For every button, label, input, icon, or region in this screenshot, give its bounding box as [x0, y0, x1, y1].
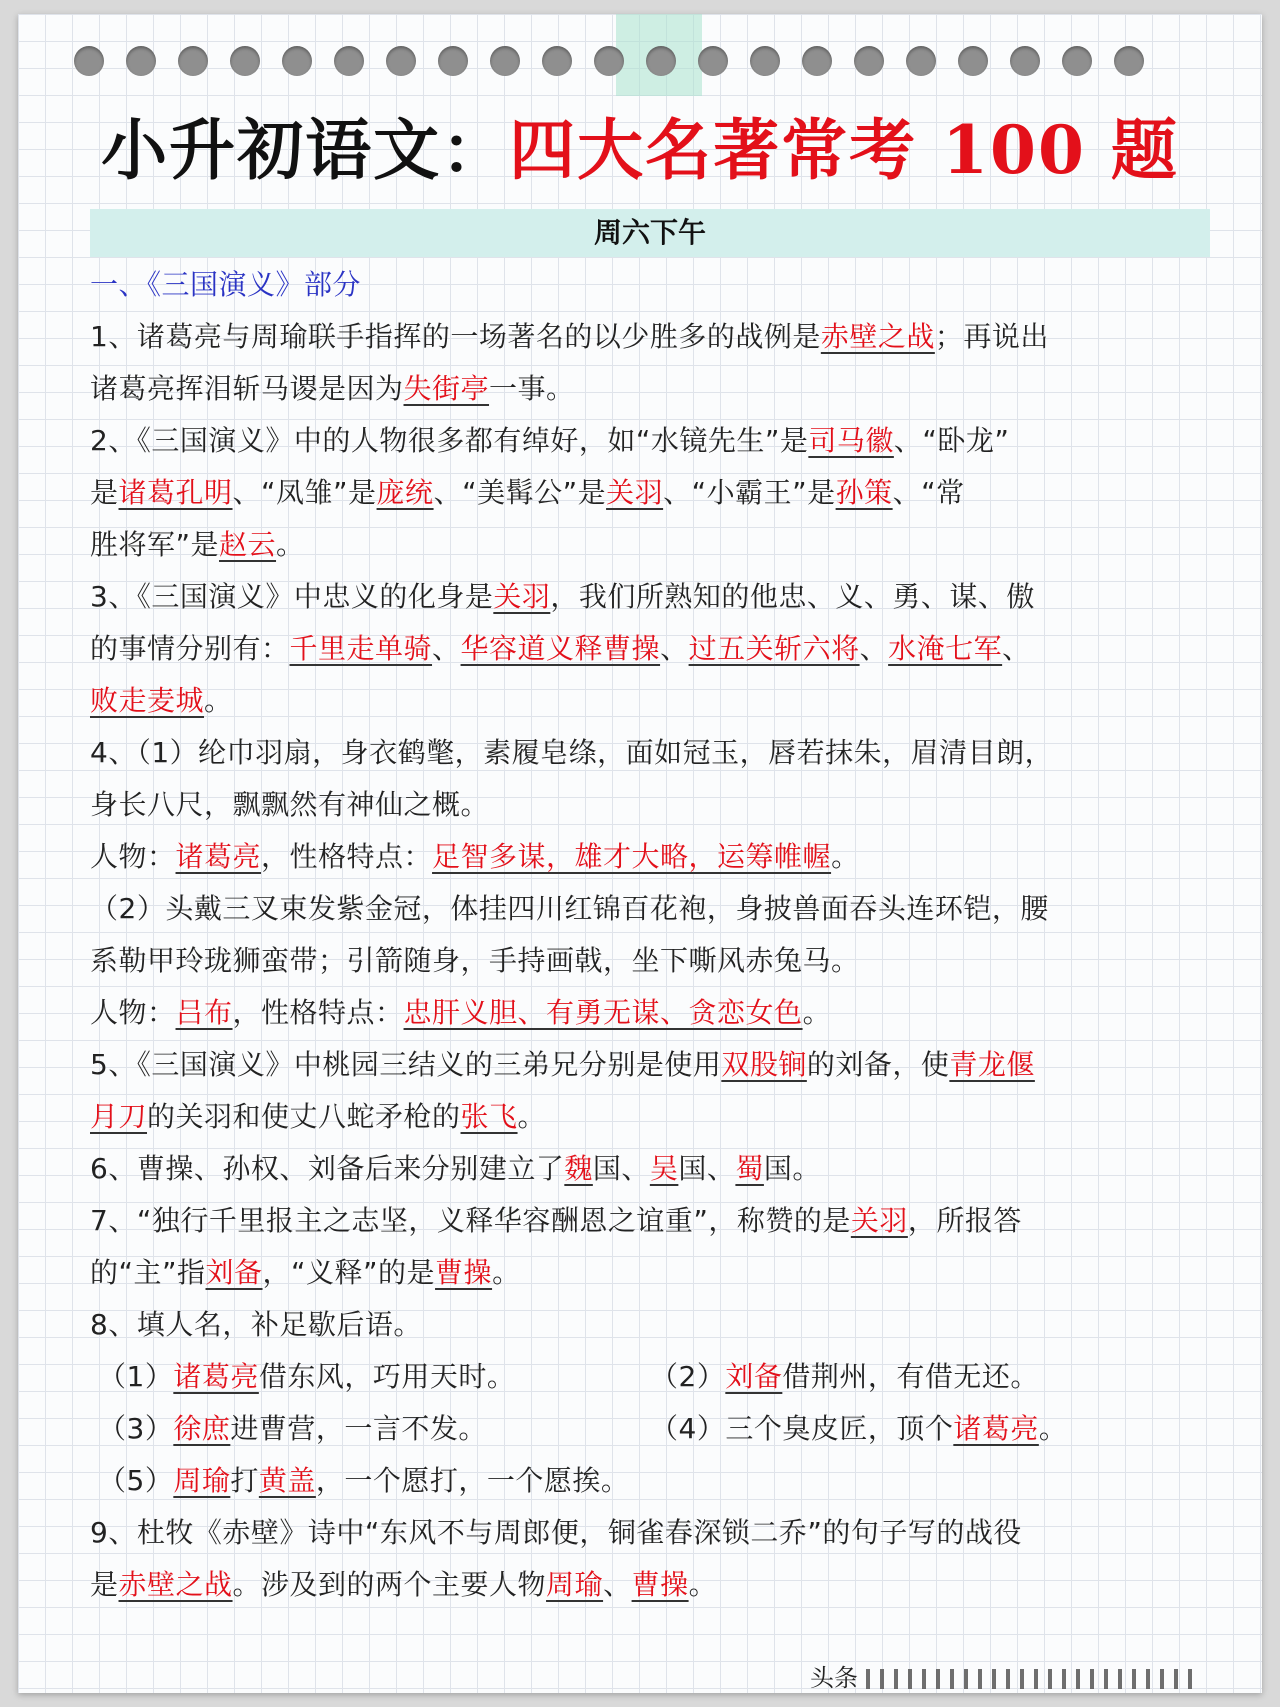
question-4-line-1: 4、（1）纶巾羽扇，身衣鹤氅，素履皂绦，面如冠玉，唇若抹朱，眉清目朗， — [90, 736, 1054, 769]
text: （5） — [98, 1464, 174, 1497]
text: 是 — [90, 1568, 119, 1601]
text: 国、 — [678, 1152, 736, 1185]
text: 。涉及到的两个主要人物 — [232, 1568, 547, 1601]
text: 。 — [802, 996, 832, 1029]
text: 、 — [603, 1568, 632, 1601]
text: 、“卧龙” — [893, 424, 1010, 457]
answer: 刘备 — [725, 1360, 783, 1393]
text: 打 — [230, 1464, 259, 1497]
binding-hole — [1062, 46, 1092, 76]
text: 。 — [276, 528, 305, 561]
answer: 曹操 — [631, 1568, 689, 1601]
text: 、 — [1002, 632, 1031, 665]
text: 是 — [90, 476, 119, 509]
watermark — [810, 1664, 1230, 1692]
text: 胜将军”是 — [90, 528, 220, 561]
text: 1、诸葛亮与周瑜联手指挥的一场著名的以少胜多的战例是 — [90, 320, 821, 353]
question-8-row-2 — [90, 1403, 1220, 1455]
question-7-line-1 — [90, 1195, 1220, 1247]
binding-hole — [594, 46, 624, 76]
text: 进曹营，一言不发。 — [230, 1412, 487, 1445]
text: 。 — [517, 1100, 547, 1133]
question-7-line-2 — [90, 1247, 1220, 1299]
text: ，所报答 — [907, 1204, 1022, 1237]
answer: 水淹七军 — [888, 632, 1003, 665]
answer: 双股锏 — [721, 1048, 807, 1081]
text: 。 — [492, 1256, 521, 1289]
answer: 关羽 — [606, 476, 664, 509]
question-list — [90, 259, 1220, 1611]
answer: 黄盖 — [258, 1464, 316, 1497]
answer: 华容道义释曹操 — [460, 632, 661, 665]
question-4-line-6 — [90, 987, 1220, 1039]
text: 诸葛亮挥泪斩马谡是因为 — [90, 372, 404, 405]
title-main: 四大名著常考 100 题 — [509, 111, 1179, 189]
text: 的刘备，使 — [806, 1048, 950, 1081]
question-6 — [90, 1143, 1220, 1195]
binding-hole — [386, 46, 416, 76]
question-4-line-4: （2）头戴三叉束发紫金冠，体挂四川红锦百花袍，身披兽面吞头连环铠，腰 — [90, 892, 1049, 925]
binding-hole — [542, 46, 572, 76]
binding-hole — [646, 46, 676, 76]
binding-hole — [490, 46, 520, 76]
question-4-line-2: 身长八尺，飘飘然有神仙之概。 — [90, 788, 490, 821]
question-8-row-3 — [90, 1455, 1220, 1507]
answer: 千里走单骑 — [289, 632, 433, 665]
answer: 诸葛亮 — [953, 1412, 1039, 1445]
answer: 失街亭 — [403, 372, 490, 405]
text: 、“常 — [892, 476, 965, 509]
answer: 诸葛亮 — [175, 840, 262, 873]
text: 、 — [859, 632, 889, 665]
text: ；再说出 — [934, 320, 1049, 353]
binding-hole — [750, 46, 780, 76]
binding-hole — [1010, 46, 1040, 76]
answer: 徐庶 — [173, 1412, 231, 1445]
session-banner: 周六下午 — [90, 209, 1210, 257]
question-5-line-1 — [90, 1039, 1220, 1091]
answer: 周瑜 — [173, 1464, 231, 1497]
text: 、 — [660, 632, 689, 665]
text: 6、曹操、孙权、刘备后来分别建立了 — [90, 1152, 565, 1185]
binding-hole — [906, 46, 936, 76]
question-8-heading: 8、填人名，补足歇后语。 — [90, 1308, 422, 1341]
binding-hole — [230, 46, 260, 76]
question-9-line-2 — [90, 1559, 1220, 1611]
text: ，性格特点： — [232, 996, 404, 1029]
binding-hole — [178, 46, 208, 76]
question-2-line-3 — [90, 519, 1220, 571]
answer: 忠肝义胆、有勇无谋、贪恋女色 — [403, 996, 803, 1029]
question-2-line-1 — [90, 415, 1220, 467]
text: 人物： — [90, 996, 176, 1029]
answer: 刘备 — [205, 1256, 263, 1289]
question-5-line-2 — [90, 1091, 1220, 1143]
binding-hole — [1114, 46, 1144, 76]
answer: 张飞 — [460, 1100, 518, 1133]
title-prefix: 小升初语文： — [101, 111, 510, 189]
answer: 吕布 — [175, 996, 233, 1029]
text: 人物： — [90, 840, 176, 873]
answer: 关羽 — [493, 580, 551, 613]
question-8-item-2 — [650, 1351, 1039, 1403]
answer: 诸葛孔明 — [118, 476, 233, 509]
binding-hole — [438, 46, 468, 76]
text: 、“凤雏”是 — [232, 476, 377, 509]
answer: 魏 — [564, 1152, 593, 1185]
answer: 赤壁之战 — [118, 1568, 233, 1601]
text: ，一个愿打，一个愿挨。 — [315, 1464, 630, 1497]
question-4-line-3 — [90, 831, 1220, 883]
text: 的事情分别有： — [90, 632, 290, 665]
text: （3） — [98, 1412, 174, 1445]
binding-hole — [74, 46, 104, 76]
notebook-paper — [18, 14, 1262, 1693]
answer: 赵云 — [219, 528, 277, 561]
text: 国、 — [592, 1152, 650, 1185]
text: 3、《三国演义》中忠义的化身是 — [90, 580, 494, 613]
text: 5、《三国演义》中桃园三结义的三弟兄分别是使用 — [90, 1048, 722, 1081]
binding-hole — [282, 46, 312, 76]
answer: 过五关斩六将 — [688, 632, 860, 665]
answer: 司马徽 — [808, 424, 894, 457]
section-heading: 一、《三国演义》部分 — [90, 268, 362, 301]
question-8-row-1 — [90, 1351, 1220, 1403]
text: （4）三个臭皮匠，顶个 — [650, 1412, 954, 1445]
page-title — [18, 102, 1262, 198]
binding-hole — [698, 46, 728, 76]
text: 2、《三国演义》中的人物很多都有绰好，如“水镜先生”是 — [90, 424, 809, 457]
question-3-line-2 — [90, 623, 1220, 675]
binding-holes — [74, 46, 1244, 78]
question-1-line-2 — [90, 363, 1220, 415]
text: 一事。 — [489, 372, 575, 405]
question-8-item-4 — [650, 1403, 1067, 1455]
text: 国。 — [763, 1152, 821, 1185]
answer: 败走麦城 — [90, 684, 205, 717]
answer: 赤壁之战 — [820, 320, 935, 353]
answer: 足智多谋，雄才大略，运筹帷幄 — [432, 840, 832, 873]
answer: 庞统 — [376, 476, 434, 509]
question-3-line-3 — [90, 675, 1220, 727]
text: 。 — [831, 840, 860, 873]
question-4-line-5: 系勒甲玲珑狮蛮带；引箭随身，手持画戟，坐下嘶风赤兔马。 — [90, 944, 860, 977]
binding-hole — [126, 46, 156, 76]
question-9-line-1: 9、杜牧《赤壁》诗中“东风不与周郎便，铜雀春深锁二乔”的句子写的战役 — [90, 1516, 1022, 1549]
question-3-line-1 — [90, 571, 1220, 623]
watermark-bars — [866, 1669, 1196, 1689]
question-1-line-1 — [90, 311, 1220, 363]
text: ，我们所熟知的他忠、义、勇、谋、傲 — [550, 580, 1035, 613]
answer: 吴 — [649, 1152, 679, 1185]
binding-hole — [802, 46, 832, 76]
question-2-line-2 — [90, 467, 1220, 519]
binding-hole — [958, 46, 988, 76]
answer: 月刀 — [90, 1100, 148, 1133]
text: ，性格特点： — [261, 840, 433, 873]
answer: 蜀 — [735, 1152, 764, 1185]
answer: 周瑜 — [546, 1568, 604, 1601]
text: 的关羽和使丈八蛇矛枪的 — [147, 1100, 461, 1133]
binding-hole — [854, 46, 884, 76]
text: ，“义释”的是 — [262, 1256, 436, 1289]
text: 借荆州，有借无还。 — [782, 1360, 1039, 1393]
text: （1） — [98, 1360, 174, 1393]
text: 的“主”指 — [90, 1256, 206, 1289]
text: 。 — [204, 684, 233, 717]
binding-hole — [334, 46, 364, 76]
text: 7、“独行千里报主之志坚，义释华容酬恩之谊重”，称赞的是 — [90, 1204, 851, 1237]
answer: 诸葛亮 — [173, 1360, 259, 1393]
text: 、“小霸王”是 — [663, 476, 836, 509]
answer: 孙策 — [835, 476, 893, 509]
text: 、“美髯公”是 — [433, 476, 607, 509]
text: 借东风，巧用天时。 — [258, 1360, 516, 1393]
text: （2） — [650, 1360, 726, 1393]
text: 。 — [1038, 1412, 1068, 1445]
answer: 青龙偃 — [949, 1048, 1035, 1081]
answer: 曹操 — [435, 1256, 493, 1289]
text: 。 — [688, 1568, 718, 1601]
answer: 关羽 — [850, 1204, 908, 1237]
watermark-label: 头条 — [810, 1664, 858, 1692]
text: 、 — [432, 632, 461, 665]
